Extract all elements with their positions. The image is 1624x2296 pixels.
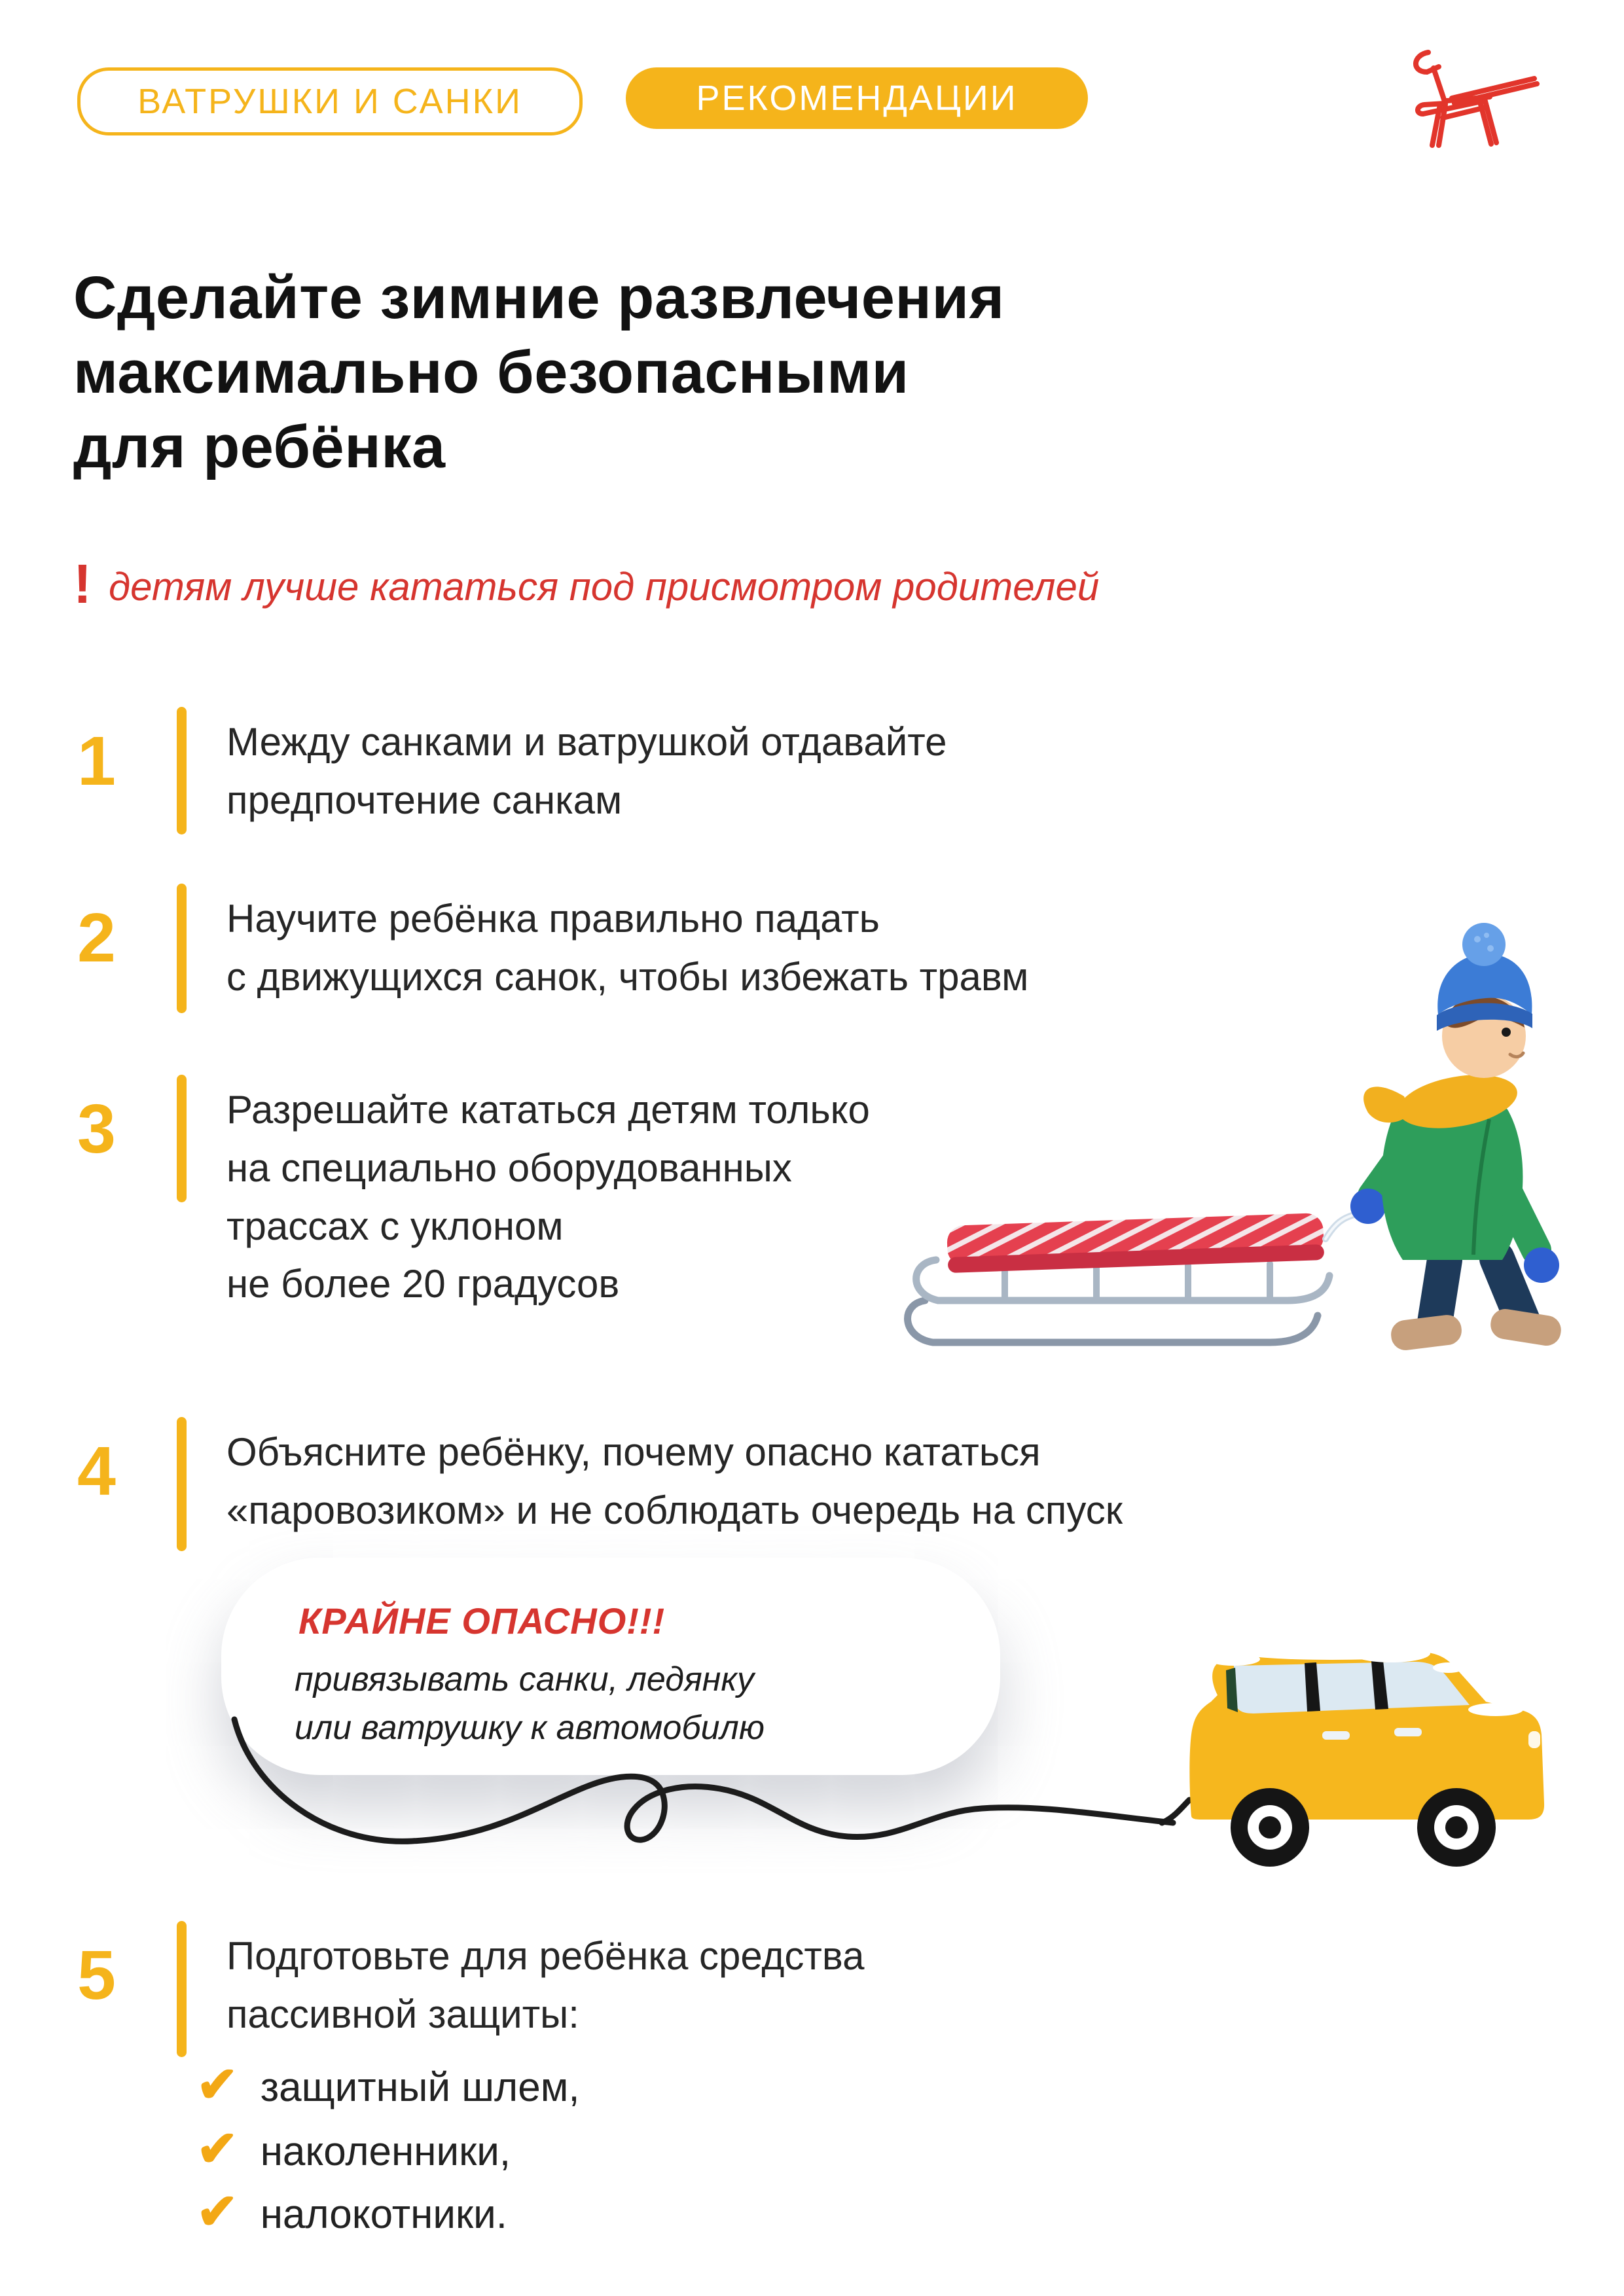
yellow-car-illustration — [1155, 1597, 1564, 1901]
badge-topic — [77, 67, 583, 135]
item-3-divider — [177, 1075, 187, 1202]
page-title — [73, 260, 1005, 484]
item-1-text: Между санками и ватрушкой отдавайте предпочтение санкам — [226, 720, 947, 822]
checklist-item-elbowpads — [196, 2184, 507, 2240]
item-1-divider — [177, 707, 187, 834]
checklist-label-helmet: защитный шлем, — [260, 2065, 580, 2110]
badge-category — [626, 67, 1088, 129]
supervision-warning-text: детям лучше кататься под присмотром родителей — [108, 565, 1100, 609]
item-3-text: Разрешайте кататься детям только на специально оборудованных трассах с уклоном не более 20 градусов — [226, 1088, 870, 1306]
checklist-label-elbowpads: налокотники. — [260, 2192, 507, 2237]
title-line-3: для ребёнка — [73, 414, 446, 481]
item-4-number: 4 — [77, 1433, 116, 1510]
item-2-number: 2 — [77, 899, 116, 977]
sled-icon — [1386, 39, 1543, 157]
item-5-divider — [177, 1921, 187, 2057]
item-1-number: 1 — [77, 723, 116, 800]
badge-category-label: РЕКОМЕНДАЦИИ — [696, 79, 1018, 118]
title-line-2: максимально безопасными — [73, 339, 909, 406]
checklist-item-kneepads — [196, 2121, 511, 2177]
item-4-text: Объясните ребёнку, почему опасно кататься «паровозиком» и не соблюдать очередь на спуск — [226, 1430, 1123, 1532]
danger-text: привязывать санки, ледянку или ватрушку к автомобилю — [295, 1660, 765, 1747]
supervision-warning — [73, 553, 1100, 615]
badge-topic-label: ВАТРУШКИ И САНКИ — [137, 82, 522, 121]
check-icon: ✔ — [196, 2184, 238, 2240]
exclamation-mark: ! — [73, 553, 92, 615]
item-5-text: Подготовьте для ребёнка средства пассивной защиты: — [226, 1934, 865, 2036]
item-2-text: Научите ребёнка правильно падать с движущихся санок, чтобы избежать травм — [226, 897, 1029, 999]
check-icon: ✔ — [196, 2121, 238, 2177]
check-icon: ✔ — [196, 2057, 238, 2113]
item-4-divider — [177, 1417, 187, 1551]
item-5-number: 5 — [77, 1937, 116, 2014]
title-line-1: Сделайте зимние развлечения — [73, 264, 1005, 331]
child-pulling-sled-illustration — [887, 893, 1561, 1358]
danger-title: КРАЙНЕ ОПАСНО!!! — [298, 1600, 666, 1641]
item-2-divider — [177, 884, 187, 1013]
checklist-label-kneepads: наколенники, — [260, 2129, 511, 2174]
checklist-item-helmet — [196, 2057, 580, 2113]
item-3-number: 3 — [77, 1090, 116, 1168]
rope-squiggle — [196, 1679, 1198, 1895]
